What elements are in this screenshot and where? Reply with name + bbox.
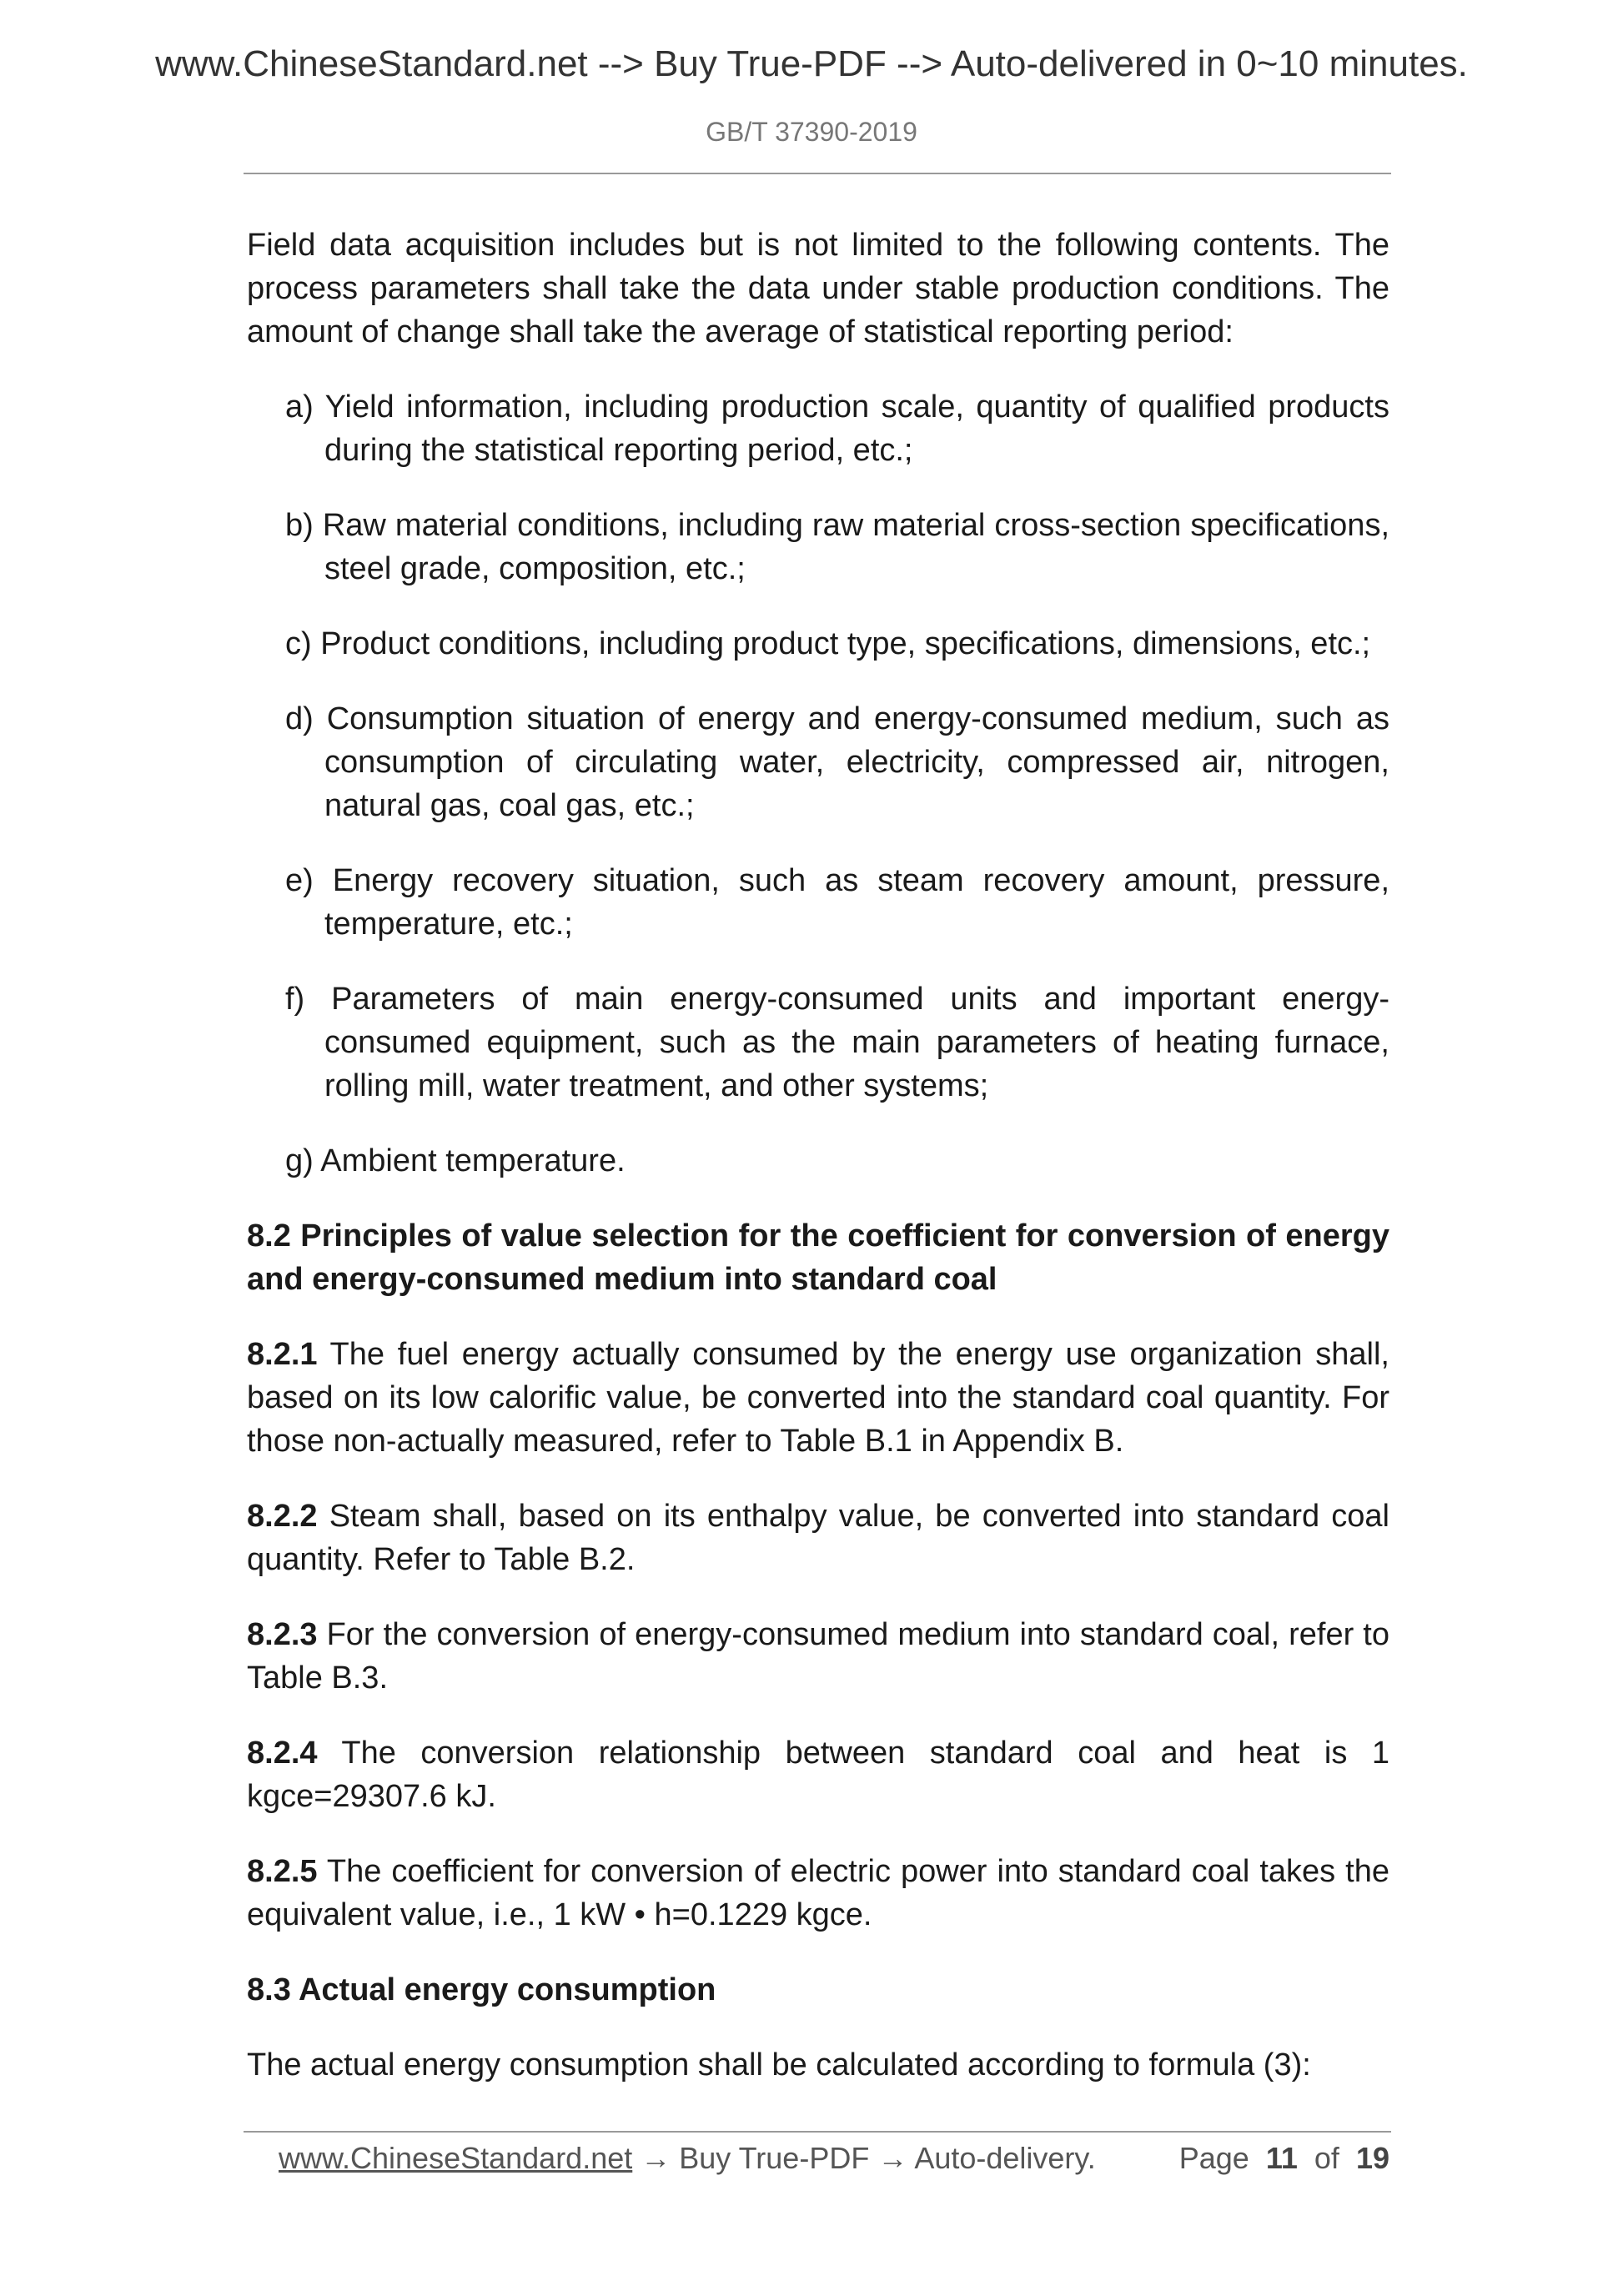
page-total: 19 [1355, 2141, 1389, 2175]
intro-paragraph: Field data acquisition includes but is not limited to the following contents. The process parameters shall take the data under stable production conditions. The amount of change shall take the average of statistical reporting period: [247, 228, 1389, 349]
document-body [247, 224, 1389, 2118]
clause-8-2-4 [247, 1731, 1389, 1818]
list-item-d: d) Consumption situation of energy and energy-consumed medium, such as consumption of circulating water, electricity, compressed air, nitrogen, natural gas, coal gas, etc.; [285, 701, 1389, 823]
clause-text: The coefficient for conversion of electric power into standard coal takes the equivalent value, i.e., 1 kW • h=0.1229 kgce. [247, 1854, 1389, 1932]
page-footer [279, 2133, 1389, 2183]
clause-8-2-3 [247, 1613, 1389, 1700]
clause-text: The conversion relationship between standard coal and heat is 1 kgce=29307.6 kJ. [247, 1736, 1389, 1814]
list-item-b: b) Raw material conditions, including raw material cross-section specifications, steel grade, composition, etc.; [285, 508, 1389, 586]
of-label: of [1314, 2141, 1339, 2175]
clause-text: For the conversion of energy-consumed medium into standard coal, refer to Table B.3. [247, 1617, 1389, 1696]
clause-8-2-5 [247, 1850, 1389, 1937]
clause-number: 8.2.1 [247, 1337, 318, 1372]
list-item-c: c) Product conditions, including product type, specifications, dimensions, etc.; [285, 626, 1371, 661]
clause-8-2-2 [247, 1495, 1389, 1581]
clause-number: 8.2.5 [247, 1854, 318, 1889]
section-heading-8-2: 8.2 Principles of value selection for the coefficient for conversion of energy and energy-consumed medium into standard coal [247, 1218, 1389, 1297]
page-current: 11 [1265, 2141, 1298, 2175]
list-item-a: a) Yield information, including production scale, quantity of qualified products during the statistical reporting period, etc.; [285, 389, 1389, 468]
section-heading-8-3: 8.3 Actual energy consumption [247, 1972, 716, 2007]
footer-promo-text: → Buy True-PDF → Auto-delivery. [632, 2141, 1096, 2175]
list-item-g: g) Ambient temperature. [285, 1143, 626, 1178]
clause-number: 8.2.2 [247, 1499, 318, 1534]
list-item-f: f) Parameters of main energy-consumed units and important energy-consumed equipment, such as the main parameters of heating furnace, rolling mill, water treatment, and other systems; [285, 982, 1389, 1103]
page-indicator [1179, 2133, 1389, 2183]
clause-number: 8.2.3 [247, 1617, 318, 1652]
list-item-e: e) Energy recovery situation, such as steam recovery amount, pressure, temperature, etc.; [285, 863, 1389, 942]
clause-number: 8.2.4 [247, 1736, 318, 1771]
standard-number: GB/T 37390-2019 [706, 117, 917, 147]
footer-site-link[interactable]: www.ChineseStandard.net [279, 2141, 633, 2175]
footer-divider [244, 2131, 1391, 2133]
header-banner: www.ChineseStandard.net --> Buy True-PDF --> Auto-delivered in 0~10 minutes. [155, 43, 1468, 84]
clause-text: Steam shall, based on its enthalpy value, be converted into standard coal quantity. Refer to Table B.2. [247, 1499, 1389, 1577]
closing-paragraph: The actual energy consumption shall be calculated according to formula (3): [247, 2047, 1311, 2082]
page-label: Page [1178, 2141, 1249, 2175]
clause-text: The fuel energy actually consumed by the energy use organization shall, based on its low calorific value, be converted into the standard coal quantity. For those non-actually measured, refer to Table B.1 in Appendix B. [247, 1337, 1389, 1459]
clause-8-2-1 [247, 1333, 1389, 1463]
footer-promo [279, 2133, 1096, 2183]
header-divider [244, 173, 1391, 174]
